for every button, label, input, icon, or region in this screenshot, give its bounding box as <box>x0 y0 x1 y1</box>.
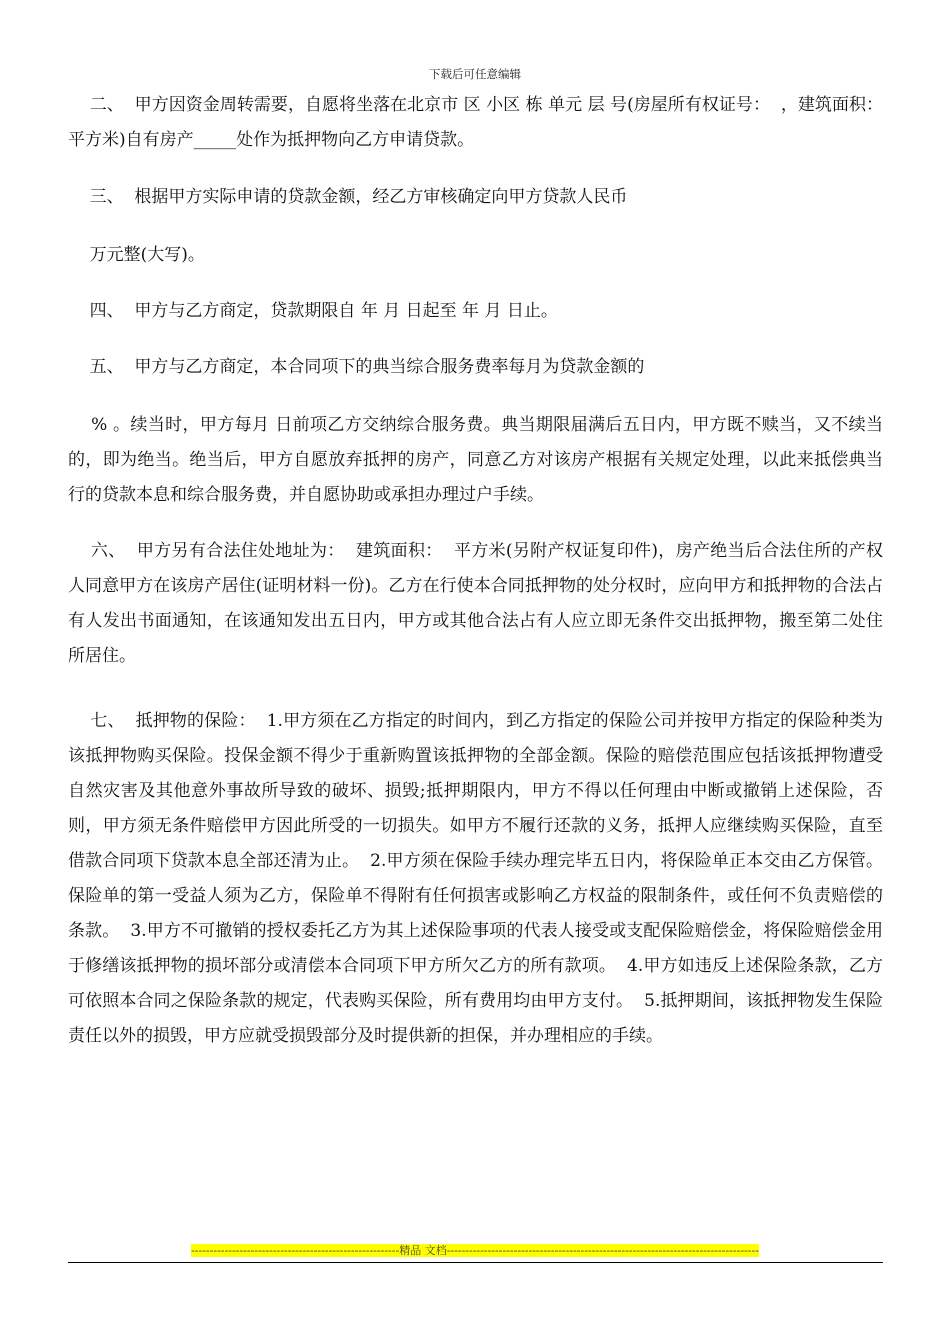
footer-divider <box>68 1262 883 1263</box>
clause-7-paragraph: 七、 抵押物的保险： 1.甲方须在乙方指定的时间内，到乙方指定的保险公司并按甲方指定的保险种类为该抵押物购买保险。投保金额不得少于重新购置该抵押物的全部金额。保险的赔偿范围应包括该抵押物遭受自然灾害及其他意外事故所导致的破坏、损毁;抵押期限内，甲方不得以任何理由中断或撤销上述保险，否则，甲方须无条件赔偿甲方因此所受的一切损失。如甲方不履行还款的义务，抵押人应继续购买保险，直至借款合同项下贷款本息全部还清为止。 2.甲方须在保险手续办理完毕五日内，将保险单正本交由乙方保管。保险单的第一受益人须为乙方，保险单不得附有任何损害或影响乙方权益的限制条件，或任何不负责赔偿的条款。 3.甲方不可撤销的授权委托乙方为其上述保险事项的代表人接受或支配保险赔偿金，将保险赔偿金用于修缮该抵押物的损坏部分或清偿本合同项下甲方所欠乙方的所有款项。 4.甲方如违反上述保险条款，乙方可依照本合同之保险条款的规定，代表购买保险，所有费用均由甲方支付。 5.抵押期间，该抵押物发生保险责任以外的损毁，甲方应就受损毁部分及时提供新的担保，并办理相应的手续。 <box>68 711 883 1046</box>
clause-2-paragraph: 二、 甲方因资金周转需要，自愿将坐落在北京市 区 小区 栋 单元 层 号(房屋所有权证号： ，建筑面积： 平方米)自有房产_____处作为抵押物向乙方申请贷款。 <box>68 95 894 150</box>
clause-6-paragraph: 六、 甲方另有合法住处地址为： 建筑面积： 平方米(另附产权证复印件)，房产绝当后合法住所的产权人同意甲方在该房产居住(证明材料一份)。乙方在行使本合同抵押物的处分权时，应向甲方和抵押物的合法占有人发出书面通知，在该通知发出五日内，甲方或其他合法占有人应立即无条件交出抵押物，搬至第二处住所居住。 <box>68 541 883 666</box>
clause-3-continuation: 万元整(大写)。 <box>68 245 205 265</box>
clause-4-paragraph: 四、 甲方与乙方商定，贷款期限自 年 月 日起至 年 月 日止。 <box>68 301 558 321</box>
clause-3-paragraph: 三、 根据甲方实际申请的贷款金额，经乙方审核确定向甲方贷款人民币 <box>68 187 628 207</box>
footer-text: --------------------------------------------------------精品 文档------------------------------------------------------------------------------------ <box>191 1244 759 1257</box>
clause-5-paragraph: 五、 甲方与乙方商定，本合同项下的典当综合服务费率每月为贷款金额的 <box>68 357 645 377</box>
footer-banner <box>0 1244 950 1258</box>
clause-5-continuation: % 。续当时，甲方每月 日前项乙方交纳综合服务费。典当期限届满后五日内，甲方既不赎当，又不续当的，即为绝当。绝当后，甲方自愿放弃抵押的房产，同意乙方对该房产根据有关规定处理，以此来抵偿典当行的贷款本息和综合服务费，并自愿协助或承担办理过户手续。 <box>68 415 883 505</box>
page-header-note: 下载后可任意编辑 <box>429 67 521 81</box>
